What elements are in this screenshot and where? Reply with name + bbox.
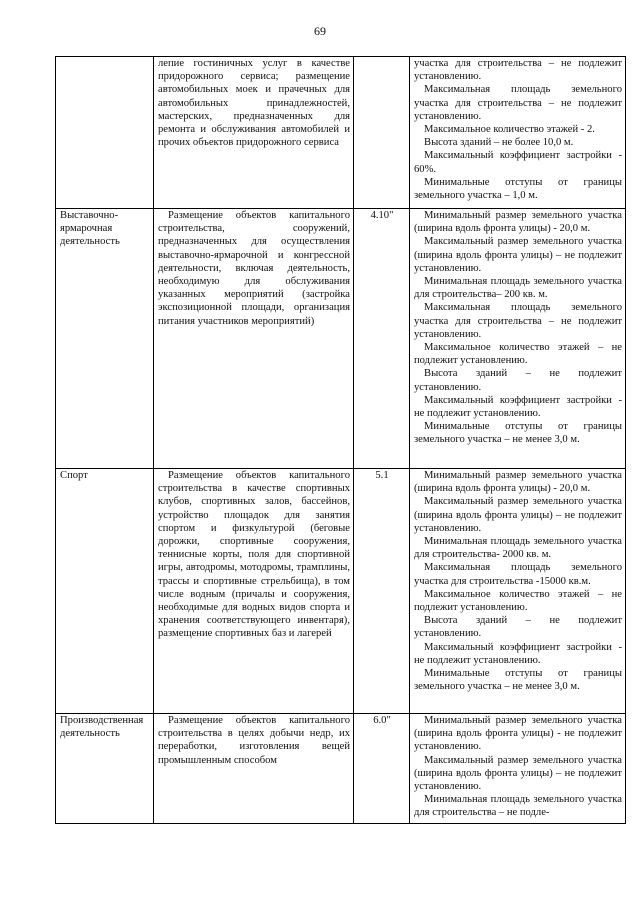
- table-row: [56, 714, 626, 824]
- parameter-line: Максимальная площадь земельного участка для строительства – не подлежит установлению.: [414, 84, 622, 122]
- parameter-line: Максимальный коэффициент застройки - 60%.: [414, 150, 622, 175]
- parameter-line: Максимальный размер земельного участка (ширина вдоль фронта улицы) – не подлежит установлению.: [414, 496, 622, 534]
- parameter-line: Максимальный размер земельного участка (ширина вдоль фронта улицы) – не подлежит установлению.: [414, 754, 622, 793]
- use-type-code: 4.10": [354, 209, 410, 469]
- parameter-line: Максимальная площадь земельного участка для строительства -15000 кв.м.: [414, 562, 622, 587]
- use-type-description: лепие гостиничных услуг в качестве придорожного сервиса; размещение автомобильных моек и прачечных для автомобильных принадлежностей, мастерских, предназначенных для ремонта и обслуживания автомобилей и прочих объектов придорожного сервиса: [154, 57, 354, 209]
- use-type-description: Размещение объектов капитального строительства, сооружений, предназначенных для осуществления выставочно-ярмарочной и конгрессной деятельности, включая деятельность, необходимую для обслуживания указанных мероприятий (застройка экспозиционной площади, организация питания участников мероприятий): [154, 209, 354, 469]
- parameter-line: Минимальный размер земельного участка (ширина вдоль фронта улицы) - 20,0 м.: [414, 470, 622, 495]
- parameter-line: Минимальные отступы от границы земельного участка – не менее 3,0 м.: [414, 668, 622, 693]
- parameter-line: Минимальные отступы от границы земельного участка – не менее 3,0 м.: [414, 421, 622, 446]
- parameter-line: Высота зданий – не более 10,0 м.: [424, 137, 574, 149]
- table-row: [56, 209, 626, 469]
- parameters-cell: [410, 57, 626, 209]
- parameter-line: Максимальный коэффициент застройки - не подлежит установлению.: [414, 641, 622, 666]
- parameter-line: Максимальный коэффициент застройки - не подлежит установлению.: [414, 394, 622, 420]
- parameter-line: Максимальное количество этажей – не подлежит установлению.: [414, 342, 622, 367]
- parameters-cell: [410, 714, 626, 824]
- parameter-line: Минимальные отступы от границы земельного участка – 1,0 м.: [414, 176, 622, 202]
- parameter-line: Высота зданий – не подлежит установлению.: [414, 615, 622, 640]
- parameters-cell: [410, 469, 626, 714]
- parameter-line: Максимальная площадь земельного участка для строительства – не подлежит установлению.: [414, 302, 622, 340]
- parameters-cell: [410, 209, 626, 469]
- use-type-name: [56, 57, 154, 209]
- parameter-line: Минимальная площадь земельного участка для строительства – не подле-: [414, 794, 622, 819]
- parameter-line: Минимальная площадь земельного участка для строительства– 200 кв. м.: [414, 276, 622, 301]
- use-type-description: Размещение объектов капитального строительства в целях добычи недр, их переработки, изготовления вещей промышленным способом: [154, 714, 354, 824]
- use-type-name: Спорт: [56, 469, 154, 714]
- parameter-line: Максимальное количество этажей – не подлежит установлению.: [414, 588, 622, 614]
- use-type-name: Выставочно-ярмарочная деятельность: [56, 209, 154, 469]
- use-type-name: Производственная деятельность: [56, 714, 154, 824]
- use-type-code: 6.0": [354, 714, 410, 824]
- parameter-line: Минимальный размер земельного участка (ширина вдоль фронта улицы) - 20,0 м.: [414, 210, 622, 235]
- parameter-line: Минимальный размер земельного участка (ширина вдоль фронта улицы) - не подлежит установлению.: [414, 715, 622, 753]
- table-row: [56, 469, 626, 714]
- parameter-line: Максимальное количество этажей - 2.: [424, 124, 595, 136]
- use-type-description: Размещение объектов капитального строительства в качестве спортивных клубов, спортивных залов, бассейнов, устройство площадок для занятия спортом и физкультурой (беговые дорожки, спортивные сооружения, теннисные корты, поля для спортивной игры, автодромы, мотодромы, трамплины, трассы и спортивные стрельбища), в том числе водным (причалы и сооружения, необходимые для водных видов спорта и хранения соответствующего инвентаря), размещение спортивных баз и лагерей: [154, 469, 354, 714]
- table-row: [56, 57, 626, 209]
- parameter-line: Максимальный размер земельного участка (ширина вдоль фронта улицы) – не подлежит установлению.: [414, 236, 622, 274]
- parameter-line: Высота зданий – не подлежит установлению.: [414, 368, 622, 393]
- page-number: 69: [314, 24, 326, 38]
- use-type-code: 5.1: [354, 469, 410, 714]
- use-type-code: [354, 57, 410, 209]
- land-use-regulations-table: [55, 56, 626, 824]
- parameter-line: Минимальная площадь земельного участка для строительства- 2000 кв. м.: [414, 536, 622, 561]
- parameter-line: участка для строительства – не подлежит установлению.: [414, 58, 622, 83]
